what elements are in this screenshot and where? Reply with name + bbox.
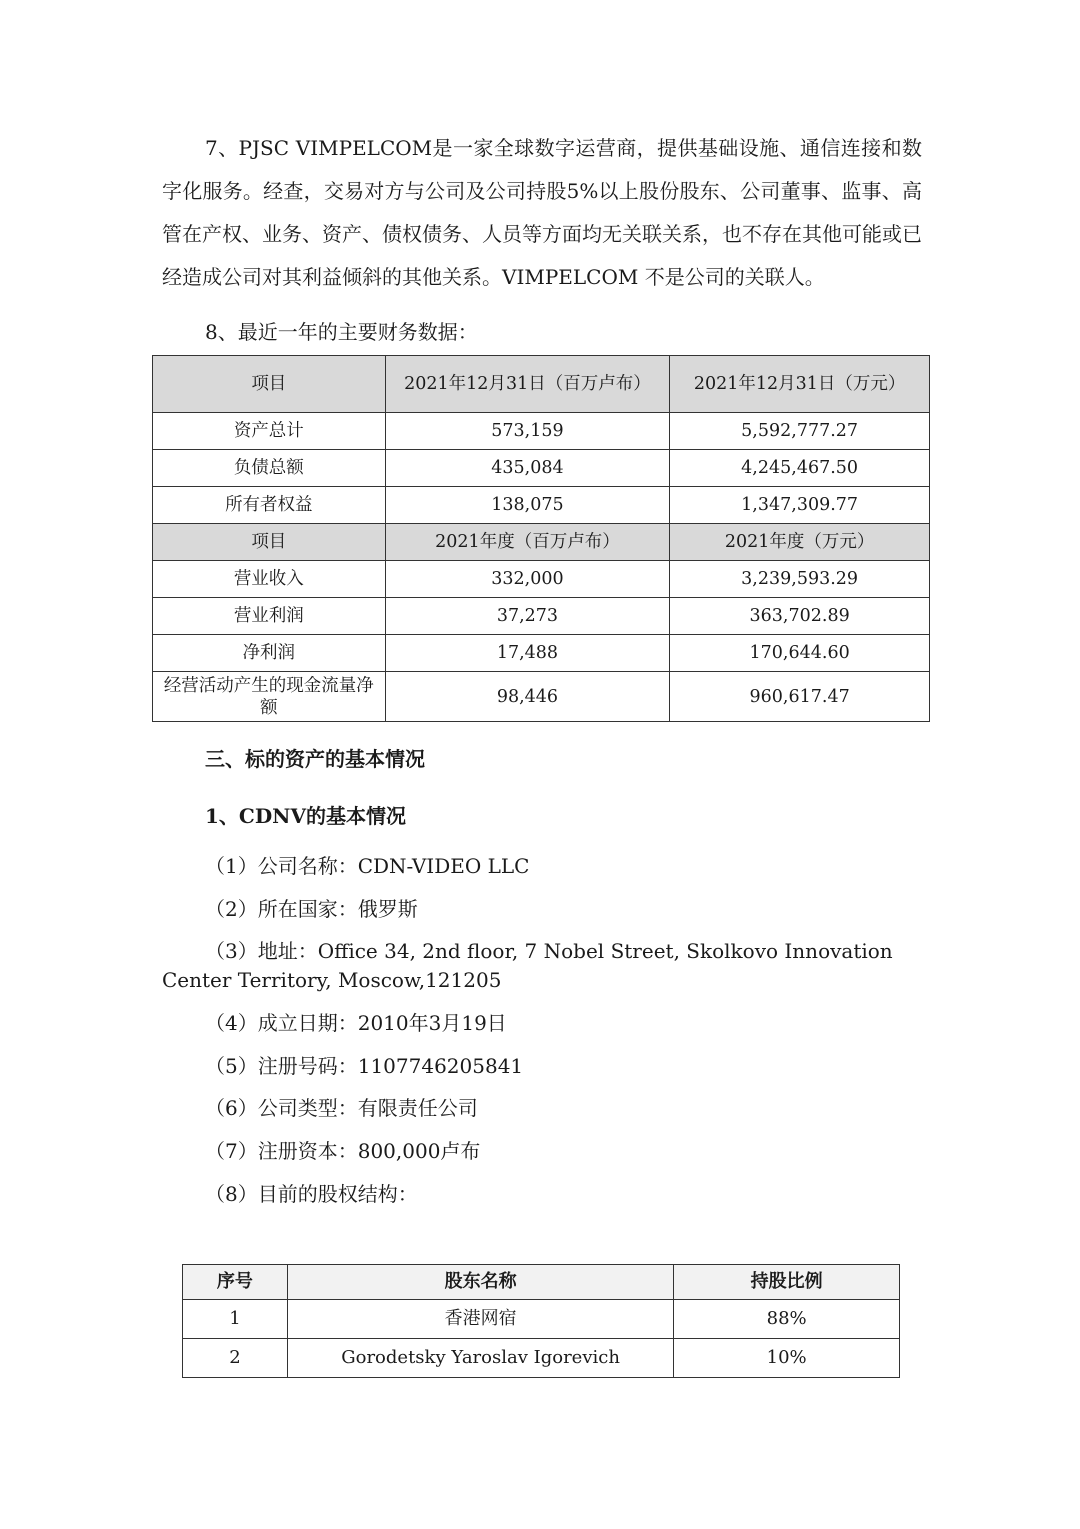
table-row bbox=[153, 413, 930, 450]
section-3-title: 三、标的资产的基本情况 bbox=[205, 747, 425, 771]
table-cell: 4,245,467.50 bbox=[670, 450, 930, 487]
table-cell: 1 bbox=[183, 1300, 288, 1339]
header-cell: 2021年12月31日（万元） bbox=[670, 356, 930, 413]
table-cell: 332,000 bbox=[385, 561, 670, 598]
table-cell: 净利润 bbox=[153, 635, 386, 672]
paragraph-8: 8、最近一年的主要财务数据： bbox=[205, 320, 478, 344]
table-cell: 573,159 bbox=[385, 413, 670, 450]
table-cell: 98,446 bbox=[385, 672, 670, 722]
table-cell: 435,084 bbox=[385, 450, 670, 487]
item-company-type: （6）公司类型：有限责任公司 bbox=[205, 1096, 478, 1120]
table-cell: Gorodetsky Yaroslav Igorevich bbox=[287, 1339, 673, 1378]
header-cell: 2021年度（百万卢布） bbox=[385, 524, 670, 561]
table-row bbox=[153, 635, 930, 672]
table-cell: 营业收入 bbox=[153, 561, 386, 598]
subsection-1-title: 1、CDNV的基本情况 bbox=[205, 804, 406, 828]
table-cell: 170,644.60 bbox=[670, 635, 930, 672]
header-cell: 项目 bbox=[153, 524, 386, 561]
header-cell: 持股比例 bbox=[674, 1265, 900, 1300]
table-row bbox=[153, 487, 930, 524]
header-cell: 序号 bbox=[183, 1265, 288, 1300]
table-cell: 3,239,593.29 bbox=[670, 561, 930, 598]
table-cell: 10% bbox=[674, 1339, 900, 1378]
table-row bbox=[183, 1339, 900, 1378]
table-cell: 香港网宿 bbox=[287, 1300, 673, 1339]
header-cell: 股东名称 bbox=[287, 1265, 673, 1300]
table-cell: 363,702.89 bbox=[670, 598, 930, 635]
financial-data-table bbox=[152, 355, 930, 722]
item-registered-capital: （7）注册资本：800,000卢布 bbox=[205, 1139, 481, 1163]
table-row bbox=[153, 672, 930, 722]
header-cell: 2021年度（万元） bbox=[670, 524, 930, 561]
item-company-name: （1）公司名称：CDN-VIDEO LLC bbox=[205, 854, 530, 878]
item-country: （2）所在国家：俄罗斯 bbox=[205, 897, 418, 921]
table-row bbox=[153, 450, 930, 487]
table-cell: 17,488 bbox=[385, 635, 670, 672]
table-cell: 所有者权益 bbox=[153, 487, 386, 524]
table-cell: 1,347,309.77 bbox=[670, 487, 930, 524]
item-address: （3）地址：Office 34, 2nd floor, 7 Nobel Street, Skolkovo Innovation Center Territory, Moscow,121205 bbox=[162, 939, 893, 992]
table-cell: 资产总计 bbox=[153, 413, 386, 450]
item-registration-number: （5）注册号码：1107746205841 bbox=[205, 1054, 524, 1078]
table-cell: 营业利润 bbox=[153, 598, 386, 635]
table-cell: 138,075 bbox=[385, 487, 670, 524]
item-equity-structure: （8）目前的股权结构： bbox=[205, 1182, 418, 1206]
table-cell: 5,592,777.27 bbox=[670, 413, 930, 450]
table-row bbox=[153, 598, 930, 635]
shareholder-table bbox=[182, 1264, 900, 1378]
table-header-row bbox=[153, 524, 930, 561]
table-header-row bbox=[153, 356, 930, 413]
table-row bbox=[153, 561, 930, 598]
table-cell: 负债总额 bbox=[153, 450, 386, 487]
header-cell: 项目 bbox=[153, 356, 386, 413]
paragraph-7: 7、PJSC VIMPELCOM是一家全球数字运营商，提供基础设施、通信连接和数字化服务。经查，交易对方与公司及公司持股5%以上股份股东、公司董事、监事、高管在产权、业务、资产、债权债务、人员等方面均无关联关系，也不存在其他可能或已经造成公司对其利益倾斜的其他关系。VIMPELCOM 不是公司的关联人。 bbox=[162, 136, 922, 289]
table-cell: 经营活动产生的现金流量净额 bbox=[153, 672, 386, 722]
table-cell: 88% bbox=[674, 1300, 900, 1339]
table-cell: 960,617.47 bbox=[670, 672, 930, 722]
header-cell: 2021年12月31日（百万卢布） bbox=[385, 356, 670, 413]
table-row bbox=[183, 1300, 900, 1339]
table-cell: 37,273 bbox=[385, 598, 670, 635]
item-established-date: （4）成立日期：2010年3月19日 bbox=[205, 1011, 507, 1035]
table-header-row bbox=[183, 1265, 900, 1300]
table-cell: 2 bbox=[183, 1339, 288, 1378]
